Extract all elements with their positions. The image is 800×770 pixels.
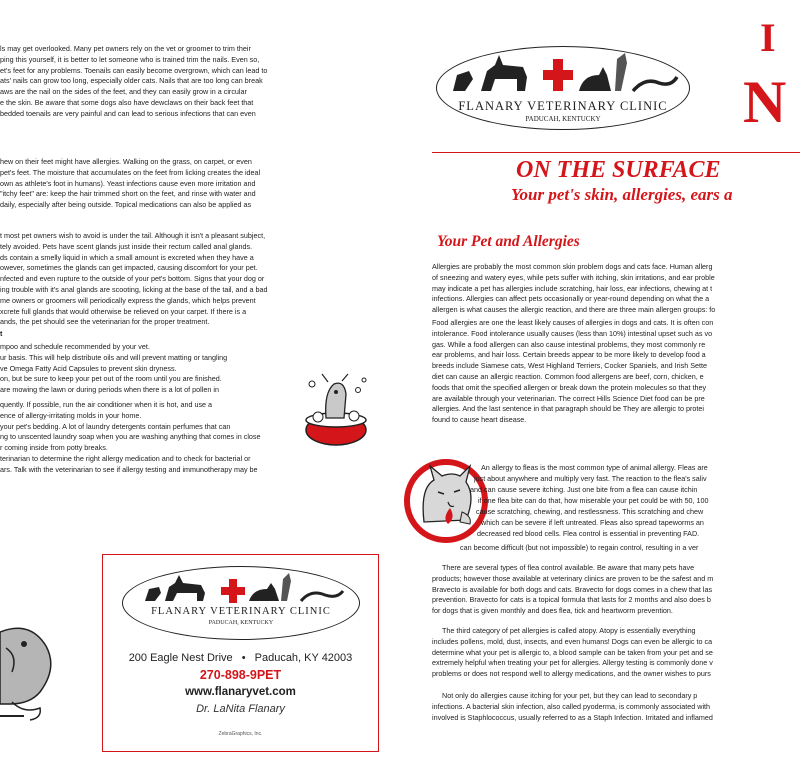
- text-line: are available through your veterinarian. The correct Hills Science Diet food can be pre: [432, 393, 705, 403]
- text-line: pet's feet. The moisture that accumulates on the feet from licking creates the ideal: [0, 167, 261, 177]
- flea-allergy-paragraph-line-8: can become difficult (but not impossible) to regain control, resulting in a ver: [460, 543, 699, 552]
- text-line: Allergies are probably the most common skin problem dogs and cats face. Human allerg: [432, 262, 713, 271]
- text-line: ping this yourself, it is better to let someone who is trained trim the nails. Even so,: [0, 54, 260, 64]
- card-phone[interactable]: 270-898-9PET: [199, 668, 282, 682]
- text-line: extremely helpful when treating your pet for allergies. Allergy testing is commonly done v: [432, 658, 713, 668]
- card-clinic-name: FLANARY VETERINARY CLINIC: [151, 606, 331, 617]
- text-line: ur basis. This will help distribute oils and will prevent matting or tangling: [0, 352, 228, 362]
- subtitle: Your pet's skin, allergies, ears a: [511, 185, 733, 204]
- card-website[interactable]: www.flanaryvet.com: [185, 686, 296, 698]
- tips-heading: t: [0, 329, 3, 338]
- flea-allergy-paragraph-line-6: which can be severe if left untreated. Fleas also spread tapeworms an: [481, 518, 704, 527]
- text-line: your pet's bedding. A lot of laundry detergents contain perfumes that can: [0, 421, 231, 431]
- text-line: t most pet owners wish to avoid is under the tail. Although it isn't a pleasant subject,: [0, 231, 266, 240]
- text-line: hew on their feet might have allergies. Walking on the grass, on carpet, or even: [0, 157, 252, 166]
- clinic-ad-card: [102, 554, 379, 752]
- text-line: infections. Allergies can affect pets occasionally or year-round depending on what the a: [432, 294, 710, 304]
- flea-allergy-paragraph-line-5: cause scratching, chewing, and restlessness. This scratching and chew: [476, 507, 704, 516]
- text-line: e the skin. Be aware that some dogs also have dewclaws on their back feet that: [0, 97, 254, 107]
- text-line: prevention. Bravecto for cats is a topical formula that lasts for 2 months and also does b: [432, 595, 711, 605]
- text-line: ds contain a smelly liquid in which a small amount is excreted when they have a: [0, 252, 254, 262]
- text-line: daily, especially after being outside. Topical medications can also be applied as: [0, 200, 252, 210]
- text-line: r coming inside from potty breaks.: [0, 443, 108, 453]
- flea-control-paragraph: [432, 563, 800, 617]
- big-title-fragment: N: [743, 69, 787, 135]
- flea-allergy-paragraph-line-7: decreased red blood cells. Flea control is essential in preventing FAD.: [477, 529, 700, 538]
- header-animal-silhouettes-icon: [447, 51, 679, 97]
- text-line: me owners or groomers will periodically express the glands, which helps prevent: [0, 295, 256, 305]
- card-city-state-zip: Paducah, KY 42003: [254, 652, 353, 664]
- card-city: PADUCAH, KENTUCKY: [208, 620, 274, 626]
- card-address: 200 Eagle Nest Drive: [128, 652, 233, 664]
- text-line: terinarian to determine the right allergy medication and to check for bacterial or: [0, 453, 251, 463]
- text-line: ve Omega Fatty Acid Capsules to prevent skin dryness.: [0, 363, 177, 373]
- text-line: aws are the nail on the sides of the feet, and they can easily grow in a circular: [0, 87, 247, 97]
- article-heading: Your Pet and Allergies: [437, 233, 580, 250]
- text-line: on, but be sure to keep your pet out of the room until you are finished.: [0, 374, 222, 384]
- text-line: The third category of pet allergies is called atopy. Atopy is essentially everything: [442, 626, 696, 635]
- anal-glands-paragraph: [0, 231, 395, 328]
- text-line: xcrete full glands that would otherwise be relieved on your carpet. If there is a: [0, 306, 247, 316]
- card-bullet: •: [241, 652, 246, 664]
- text-line: gas. While a food allergen can also cause intestinal problems, they most commonly re: [432, 339, 706, 349]
- secondary-infections-paragraph: [432, 691, 800, 723]
- flea-allergy-paragraph-line-1: An allergy to fleas is the most common type of animal allergy. Fleas are: [481, 463, 708, 472]
- text-line: ing trouble with it's anal glands are scooting, licking at the base of the tail, and a bad: [0, 284, 268, 294]
- feet-paragraph: [0, 157, 395, 211]
- scratching-dog-illustration: [0, 612, 64, 722]
- card-doctor: Dr. LaNita Flanary: [196, 703, 285, 715]
- text-line: owever, sometimes the glands can get impacted, causing discomfort for your pet.: [0, 263, 258, 273]
- text-line: nfected and even rupture to the outside of your pet's bottom. Signs that your dog or: [0, 274, 265, 284]
- text-line: for dogs that is given monthly and does flea, tick and heartworm prevention.: [432, 606, 673, 616]
- flea-allergy-paragraph-line-2: just about anywhere and multiply very fast. The reaction to the flea's saliv: [474, 474, 707, 483]
- text-line: ars. Talk with the veterinarian to see if allergy testing and immunotherapy may be: [0, 464, 258, 474]
- text-line: intolerance. Food intolerance usually causes (less than 10%) intestinal upset such as vo: [432, 328, 713, 338]
- card-address-line: [103, 652, 378, 664]
- text-line: Food allergies are one the least likely causes of allergies in dogs and cats. It is often con: [432, 318, 714, 327]
- animal-silhouettes-icon: [131, 571, 351, 609]
- flea-allergy-paragraph-line-4: if one flea bite can do that, how miserable your pet could be with 50, 100: [478, 496, 709, 505]
- dog-in-tub-illustration: [298, 372, 374, 450]
- text-line: Bravecto is available for both dogs and cats. Bravecto for dogs comes in a chew that las: [432, 584, 713, 594]
- text-line: ls may get overlooked. Many pet owners rely on the vet or groomer to trim their: [0, 44, 251, 53]
- text-line: mpoo and schedule recommended by your vet.: [0, 342, 150, 351]
- text-line: own as athlete's foot in humans). Yeast infections cause even more irritation and: [0, 178, 256, 188]
- header-logo-oval: [436, 46, 690, 130]
- flea-allergy-paragraph-line-3: and can cause severe itching. Just one bite from a flea can cause itchin: [470, 485, 698, 494]
- section-title: ON THE SURFACE: [516, 157, 721, 183]
- text-line: breeds include Siamese cats, West Highland Terriers, Cocker Spaniels, and Irish Sette: [432, 361, 707, 371]
- text-line: may indicate a pet has allergies include scratching, hair loss, ear infections, chewing at t: [432, 283, 713, 293]
- food-allergies-paragraph: [432, 318, 800, 426]
- text-line: et's feet for any problems. Toenails can easily become overgrown, which can lead to: [0, 65, 268, 75]
- card-logo-oval: [122, 566, 360, 640]
- text-line: involved is Staphlococcus, usually referred to as a Staph Infection. Irritated and inflamed: [432, 712, 713, 722]
- cat-no-fleas-illustration: [404, 458, 488, 544]
- text-line: bedded toenails are very painful and can lead to serious infections that can even: [0, 108, 256, 118]
- header-clinic-name: FLANARY VETERINARY CLINIC: [458, 99, 668, 113]
- text-line: infections. A bacterial skin infection, also called pyoderma, is commonly associated with: [432, 701, 711, 711]
- text-line: determine what your pet is allergic to, a blood sample can be taken from your pet and se: [432, 647, 713, 657]
- text-line: foods that omit the specified allergen or break down the protein molecules so that they: [432, 382, 707, 392]
- text-line: ence of allergy-irritating molds in your home.: [0, 410, 142, 420]
- text-line: "itchy feet" are: keep the hair trimmed short on the feet, and rinse with water and: [0, 189, 256, 199]
- header-rule: [432, 152, 800, 153]
- card-credit: ZebraGraphics, Inc.: [218, 731, 263, 737]
- text-line: problems or does not respond well to allergy medications, and the owner wishes to purs: [432, 669, 711, 679]
- text-line: ands, the pet should see the veterinarian for the proper treatment.: [0, 317, 210, 327]
- text-line: ng to unscented laundry soap when you are washing anything that comes in close: [0, 432, 261, 442]
- text-line: quently. If possible, run the air conditioner when it is hot, and use a: [0, 399, 213, 409]
- text-line: diet can cause an allergic reaction. Common food allergens are beef, corn, chicken, e: [432, 371, 704, 381]
- text-line: ats' nails can grow too long, especially older cats. Nails that are too long can break: [0, 76, 263, 86]
- text-line: includes pollens, mold, dust, insects, and even humans! Dogs can even be allergic to ca: [432, 636, 713, 646]
- text-line: of sneezing and watery eyes, while pets suffer with itching, skin irritations, and ear proble: [432, 272, 715, 282]
- text-line: tely avoided. Pets have scent glands just inside their rectum called anal glands.: [0, 241, 253, 251]
- text-line: There are several types of flea control available. Be aware that many pets have: [442, 563, 695, 572]
- text-line: are mowing the lawn or during periods when there is a lot of pollen in: [0, 385, 219, 395]
- text-line: products; however those available at veterinary clinics are proven to be the safest and m: [432, 573, 714, 583]
- text-line: found to cause heart disease.: [432, 415, 527, 425]
- text-line: allergies. And the last sentence in that paragraph should be They are allergic to protei: [432, 404, 704, 414]
- atopy-paragraph: [432, 626, 800, 680]
- big-title-top-fragment: I: [760, 15, 776, 60]
- allergies-intro-paragraph: [432, 262, 800, 316]
- header-city: PADUCAH, KENTUCKY: [525, 115, 601, 123]
- text-line: Not only do allergies cause itching for your pet, but they can lead to secondary p: [442, 691, 698, 700]
- text-line: ear problems, and hair loss. Certain breeds appear to be more likely to develop food a: [432, 350, 706, 360]
- text-line: allergen is what causes the allergic reaction, and there are three main allergen groups: fo: [432, 305, 716, 315]
